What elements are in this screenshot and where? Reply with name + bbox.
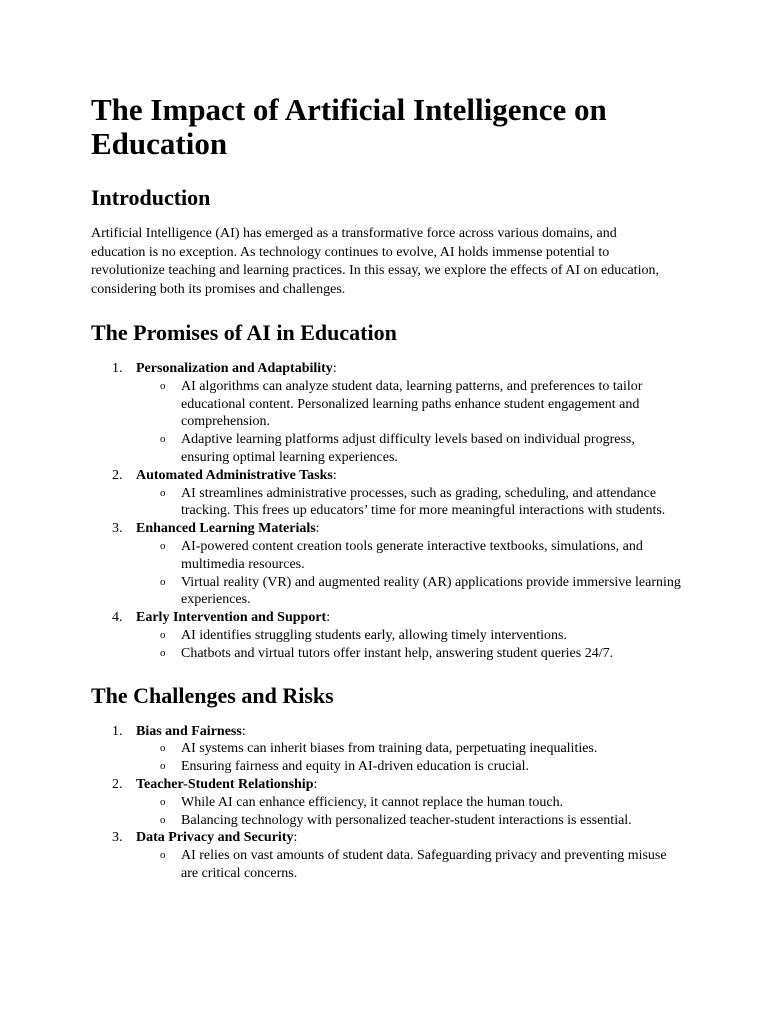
item-number: 1. [112, 723, 123, 739]
promise-item [91, 360, 708, 467]
item-separator: : [315, 521, 320, 537]
sub-point [136, 645, 681, 663]
circle-bullet-icon: o [160, 760, 166, 773]
circle-bullet-icon: o [160, 486, 166, 499]
item-separator: : [293, 830, 298, 846]
circle-bullet-icon: o [160, 628, 166, 641]
item-number: 3. [112, 521, 123, 537]
item-separator: : [241, 723, 246, 739]
circle-bullet-icon: o [160, 379, 166, 392]
promise-item [91, 467, 708, 520]
sub-point [136, 812, 681, 830]
point-text: AI algorithms can analyze student data, learning patterns, and preferences to tailor educational content. Personalized learning paths enhance student engagement and comprehension. [181, 378, 643, 430]
sub-list [136, 794, 708, 830]
point-text: While AI can enhance efficiency, it cannot replace the human touch. [181, 794, 564, 810]
sub-list [136, 740, 708, 776]
challenges-heading: The Challenges and Risks [91, 682, 334, 708]
point-text: Chatbots and virtual tutors offer instant help, answering student queries 24/7. [181, 645, 614, 661]
point-text: AI systems can inherit biases from training data, perpetuating inequalities. [181, 741, 598, 757]
promise-item [91, 520, 708, 609]
item-number: 2. [112, 467, 123, 483]
sub-list [136, 485, 708, 521]
promises-list [91, 360, 708, 663]
item-separator: : [313, 776, 318, 792]
intro-heading: Introduction [91, 185, 211, 210]
item-title: Teacher-Student Relationship [136, 776, 314, 792]
document-title: The Impact of Artificial Intelligence on Education [91, 92, 607, 161]
point-text: AI relies on vast amounts of student data. Safeguarding privacy and preventing misuse are critical concerns. [181, 848, 667, 881]
sub-point [136, 847, 681, 883]
sub-list [136, 847, 708, 883]
item-number: 1. [112, 361, 123, 376]
circle-bullet-icon: o [160, 575, 166, 588]
promise-item [91, 609, 708, 662]
intro-paragraph: Artificial Intelligence (AI) has emerged as a transformative force across various domains, and education is no exception. As technology continues to evolve, AI holds immense potential to revolutionize teaching and learning practices. In this essay, we explore the effects of AI on education, considering both its promises and challenges. [91, 226, 659, 297]
point-text: Balancing technology with personalized teacher-student interactions is essential. [181, 812, 632, 828]
sub-point [136, 740, 681, 758]
point-text: AI identifies struggling students early, allowing timely interventions. [181, 627, 567, 643]
item-title: Data Privacy and Security [136, 830, 294, 846]
promises-heading: The Promises of AI in Education [91, 320, 397, 345]
point-text: AI-powered content creation tools generate interactive textbooks, simulations, and multimedia resources. [181, 538, 643, 572]
point-text: Virtual reality (VR) and augmented reality (AR) applications provide immersive learning experiences. [181, 574, 681, 608]
circle-bullet-icon: o [160, 813, 166, 826]
sub-point [136, 627, 681, 645]
circle-bullet-icon: o [160, 433, 166, 446]
sub-list [136, 627, 708, 663]
point-text: Ensuring fairness and equity in AI-driven education is crucial. [181, 759, 529, 775]
sub-point [136, 378, 681, 431]
circle-bullet-icon: o [160, 795, 166, 808]
sub-point [136, 794, 681, 812]
sub-point [136, 574, 681, 610]
sub-list [136, 538, 708, 609]
item-title: Automated Administrative Tasks [136, 467, 333, 483]
sub-point [136, 485, 681, 521]
item-separator: : [326, 610, 331, 626]
item-number: 2. [112, 776, 123, 792]
sub-point [136, 538, 681, 574]
circle-bullet-icon: o [160, 849, 166, 862]
challenge-item [91, 829, 708, 882]
sub-point [136, 758, 681, 776]
challenge-item [91, 776, 708, 829]
item-separator: : [332, 361, 337, 376]
point-text: Adaptive learning platforms adjust difficulty levels based on individual progress, ensuring optimal learning experiences. [181, 432, 635, 465]
item-title: Enhanced Learning Materials [136, 521, 316, 537]
point-text: AI streamlines administrative processes, such as grading, scheduling, and attendance tracking. This frees up educators’ time for more meaningful interactions with students. [181, 485, 666, 519]
sub-list [136, 378, 708, 467]
item-separator: : [332, 467, 337, 483]
item-title: Early Intervention and Support [136, 610, 327, 626]
item-number: 3. [112, 830, 123, 846]
circle-bullet-icon: o [160, 742, 166, 755]
sub-point [136, 431, 681, 467]
item-title: Bias and Fairness [136, 723, 242, 739]
challenge-item [91, 723, 708, 776]
challenges-list [91, 723, 708, 883]
circle-bullet-icon: o [160, 539, 166, 552]
item-number: 4. [112, 610, 123, 626]
item-title: Personalization and Adaptability [136, 361, 333, 376]
circle-bullet-icon: o [160, 646, 166, 659]
